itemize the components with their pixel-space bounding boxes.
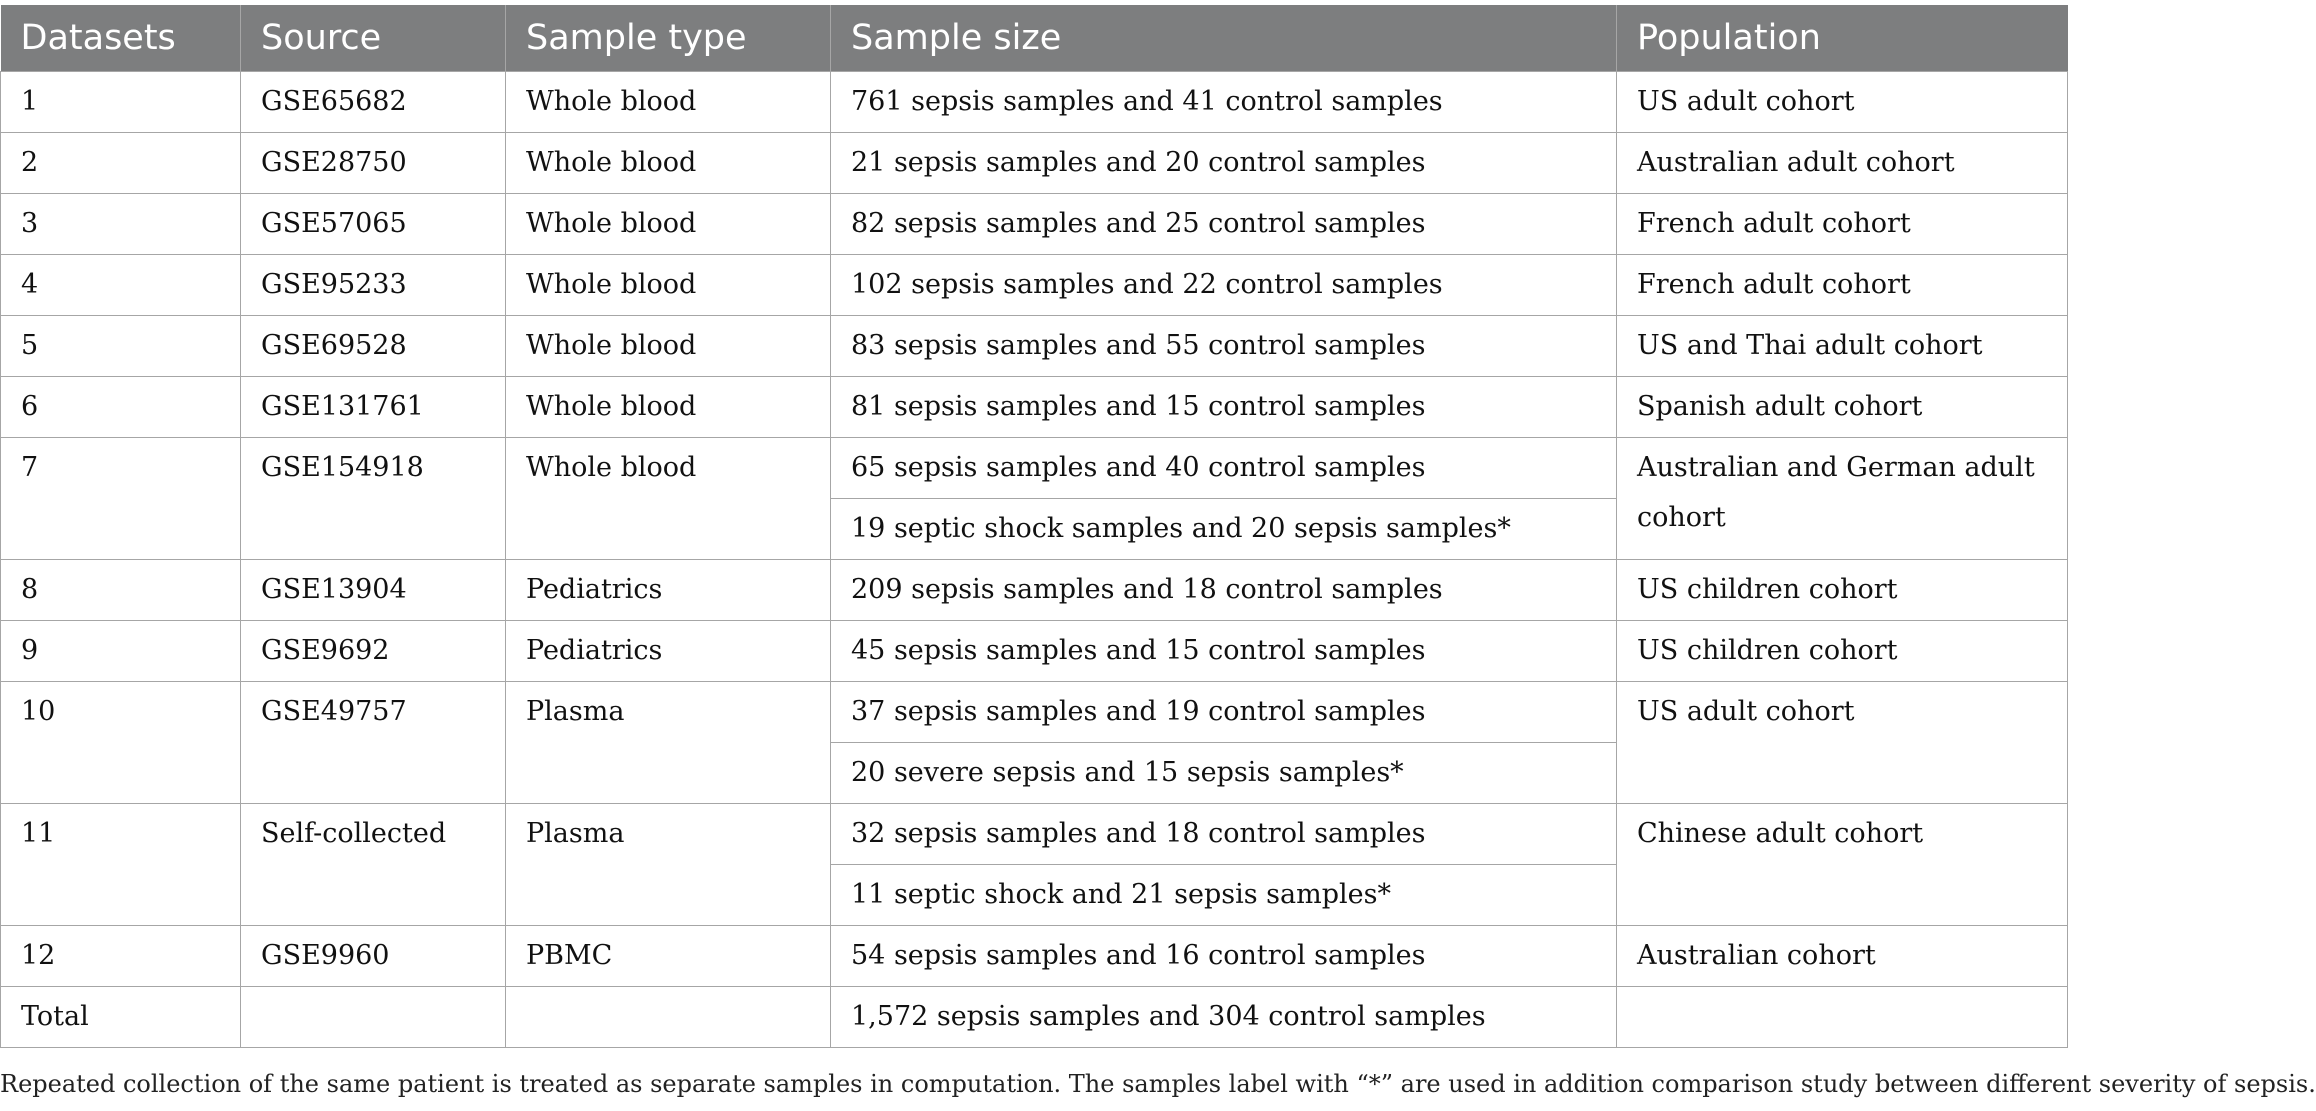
- dataset-cell: 11: [1, 804, 241, 926]
- sample-type-cell: Pediatrics: [506, 621, 831, 682]
- sample-size-cell: 19 septic shock samples and 20 sepsis samples*: [831, 499, 1617, 560]
- source-cell: GSE65682: [241, 72, 506, 133]
- source-cell: GSE9692: [241, 621, 506, 682]
- sample-type-cell: Whole blood: [506, 377, 831, 438]
- population-cell: French adult cohort: [1617, 255, 2068, 316]
- sample-type-cell: Plasma: [506, 682, 831, 804]
- population-cell: US adult cohort: [1617, 72, 2068, 133]
- sample-size-cell: 20 severe sepsis and 15 sepsis samples*: [831, 743, 1617, 804]
- sample-size-cell: 45 sepsis samples and 15 control samples: [831, 621, 1617, 682]
- table-row: [1, 377, 2068, 438]
- header-sample-type: Sample type: [506, 5, 831, 72]
- source-cell: GSE131761: [241, 377, 506, 438]
- header-source: Source: [241, 5, 506, 72]
- dataset-cell: 5: [1, 316, 241, 377]
- table-row: [1, 926, 2068, 987]
- table-row: [1, 72, 2068, 133]
- sample-type-cell: Whole blood: [506, 194, 831, 255]
- population-cell: [1617, 987, 2068, 1048]
- source-cell: Self-collected: [241, 804, 506, 926]
- population-cell: French adult cohort: [1617, 194, 2068, 255]
- sample-size-cell: 761 sepsis samples and 41 control samples: [831, 72, 1617, 133]
- sample-size-cell: 83 sepsis samples and 55 control samples: [831, 316, 1617, 377]
- table-row: [1, 804, 2068, 865]
- table-row: [1, 133, 2068, 194]
- source-cell: GSE95233: [241, 255, 506, 316]
- sample-size-cell: 54 sepsis samples and 16 control samples: [831, 926, 1617, 987]
- source-cell: GSE9960: [241, 926, 506, 987]
- header-sample-size: Sample size: [831, 5, 1617, 72]
- population-cell: US and Thai adult cohort: [1617, 316, 2068, 377]
- table-row: [1, 682, 2068, 743]
- sample-type-cell: Plasma: [506, 804, 831, 926]
- source-cell: GSE69528: [241, 316, 506, 377]
- table-row: [1, 438, 2068, 499]
- source-cell: GSE13904: [241, 560, 506, 621]
- population-cell: US children cohort: [1617, 621, 2068, 682]
- sample-type-cell: Whole blood: [506, 316, 831, 377]
- sample-type-cell: Whole blood: [506, 438, 831, 560]
- dataset-cell: 7: [1, 438, 241, 560]
- sample-size-cell: 81 sepsis samples and 15 control samples: [831, 377, 1617, 438]
- datasets-table: [0, 5, 2068, 1048]
- sample-size-cell: 11 septic shock and 21 sepsis samples*: [831, 865, 1617, 926]
- population-cell: Australian cohort: [1617, 926, 2068, 987]
- header-datasets: Datasets: [1, 5, 241, 72]
- dataset-cell: 2: [1, 133, 241, 194]
- population-cell: US adult cohort: [1617, 682, 2068, 804]
- sample-type-cell: Pediatrics: [506, 560, 831, 621]
- sample-size-cell: 209 sepsis samples and 18 control samples: [831, 560, 1617, 621]
- sample-type-cell: Whole blood: [506, 255, 831, 316]
- sample-size-cell: 82 sepsis samples and 25 control samples: [831, 194, 1617, 255]
- sample-size-cell: 21 sepsis samples and 20 control samples: [831, 133, 1617, 194]
- sample-size-cell: 1,572 sepsis samples and 304 control samples: [831, 987, 1617, 1048]
- population-cell: Chinese adult cohort: [1617, 804, 2068, 926]
- total-row: [1, 987, 2068, 1048]
- table-row: [1, 194, 2068, 255]
- dataset-cell: 12: [1, 926, 241, 987]
- sample-size-cell: 37 sepsis samples and 19 control samples: [831, 682, 1617, 743]
- table-row: [1, 560, 2068, 621]
- sample-type-cell: Whole blood: [506, 72, 831, 133]
- dataset-cell: 9: [1, 621, 241, 682]
- header-population: Population: [1617, 5, 2068, 72]
- sample-size-cell: 102 sepsis samples and 22 control samples: [831, 255, 1617, 316]
- dataset-cell: 6: [1, 377, 241, 438]
- dataset-cell: 3: [1, 194, 241, 255]
- table-row: [1, 255, 2068, 316]
- population-cell: US children cohort: [1617, 560, 2068, 621]
- sample-type-cell: PBMC: [506, 926, 831, 987]
- sample-size-cell: 65 sepsis samples and 40 control samples: [831, 438, 1617, 499]
- table-footnote: Repeated collection of the same patient is treated as separate samples in computation. The samples label with “*” are used in addition comparison study between different severity of sepsis.: [0, 1070, 2316, 1098]
- dataset-cell: 1: [1, 72, 241, 133]
- source-cell: GSE154918: [241, 438, 506, 560]
- dataset-cell: 8: [1, 560, 241, 621]
- source-cell: [241, 987, 506, 1048]
- table-row: [1, 316, 2068, 377]
- population-cell: Australian and German adult cohort: [1617, 438, 2068, 560]
- source-cell: GSE57065: [241, 194, 506, 255]
- dataset-cell: Total: [1, 987, 241, 1048]
- table-row: [1, 621, 2068, 682]
- population-cell: Spanish adult cohort: [1617, 377, 2068, 438]
- sample-type-cell: Whole blood: [506, 133, 831, 194]
- sample-size-cell: 32 sepsis samples and 18 control samples: [831, 804, 1617, 865]
- source-cell: GSE49757: [241, 682, 506, 804]
- population-cell: Australian adult cohort: [1617, 133, 2068, 194]
- sample-type-cell: [506, 987, 831, 1048]
- source-cell: GSE28750: [241, 133, 506, 194]
- dataset-cell: 10: [1, 682, 241, 804]
- header-row: [1, 5, 2068, 72]
- dataset-cell: 4: [1, 255, 241, 316]
